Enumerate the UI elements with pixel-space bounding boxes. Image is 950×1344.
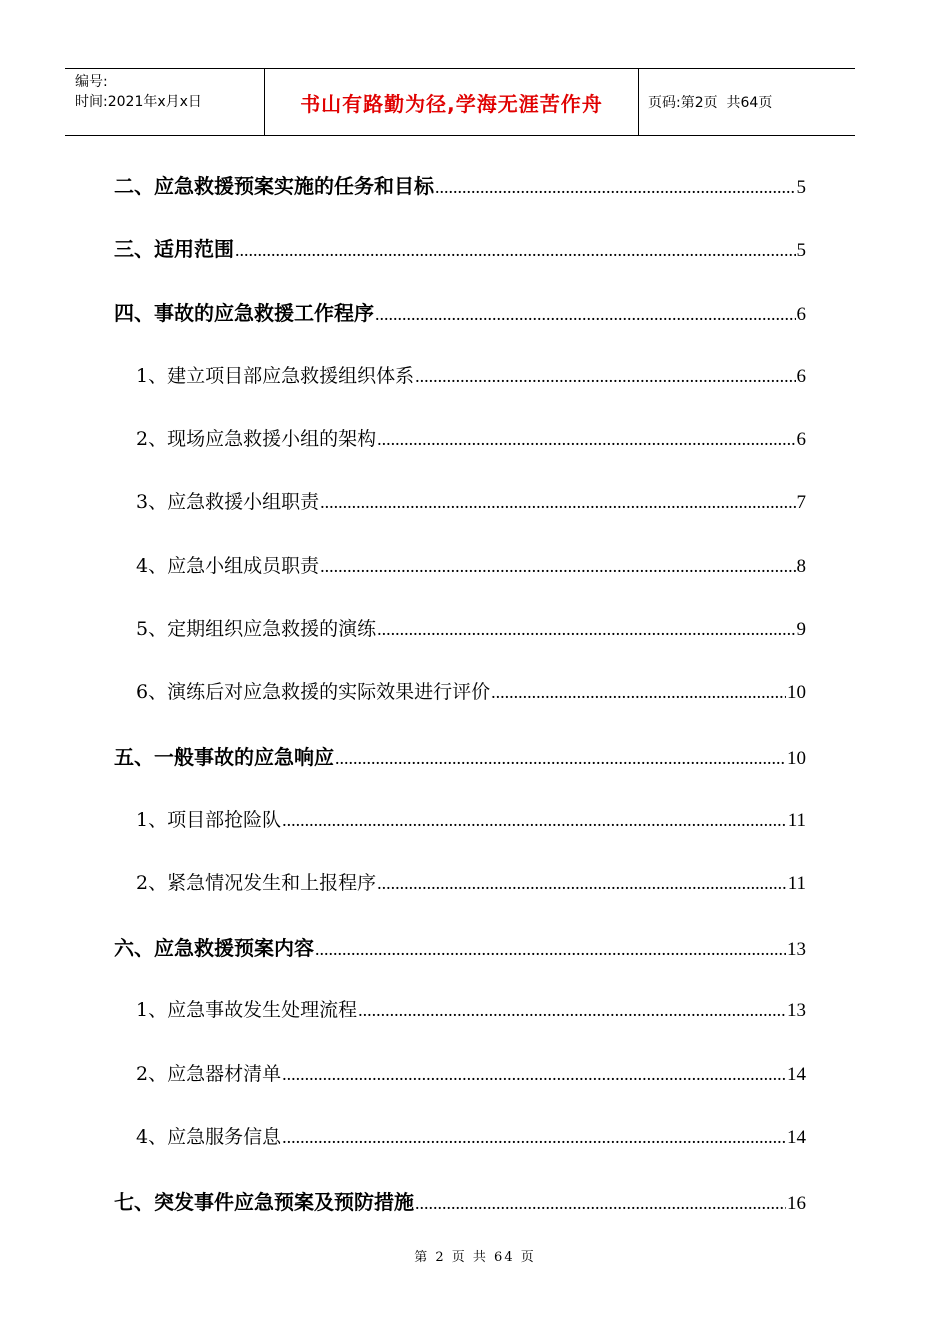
toc-entry-title: 1、项目部抢险队 [136,809,282,831]
header-time-label: 时间:2021年x月x日 [75,94,202,110]
toc-entry-page: 5 [796,240,806,261]
toc-entry-page: 8 [796,556,806,577]
header-page-info [639,69,855,135]
toc-entry[interactable] [136,805,806,835]
toc-entry[interactable] [136,677,806,707]
toc-leader-dots [320,556,795,577]
toc-entry-title: 4、应急小组成员职责 [136,555,320,577]
toc-leader-dots [282,1064,786,1085]
toc-entry-title: 六、应急救援预案内容 [114,936,314,960]
toc-entry-title: 1、应急事故发生处理流程 [136,999,358,1021]
toc-entry[interactable] [114,741,806,771]
toc-entry-page: 14 [787,1127,806,1148]
toc-entry-title: 3、应急救援小组职责 [136,491,320,513]
toc-leader-dots [377,429,795,450]
toc-entry[interactable] [136,361,806,391]
toc-entry-title: 二、应急救援预案实施的任务和目标 [114,174,434,198]
toc-entry[interactable] [114,170,806,200]
toc-leader-dots [282,810,787,831]
toc-leader-dots [358,1000,786,1021]
toc-leader-dots [235,240,796,261]
toc-entry[interactable] [114,233,806,263]
toc-leader-dots [320,492,795,513]
page-footer: 第 2 页 共 64 页 [414,1250,536,1265]
toc-entry-title: 2、应急器材清单 [136,1063,282,1085]
toc-leader-dots [282,1127,786,1148]
toc-entry-page: 11 [787,873,806,894]
toc-entry[interactable] [136,424,806,454]
toc-entry-page: 9 [796,619,806,640]
toc-entry-page: 6 [796,366,806,387]
toc-entry-page: 11 [787,810,806,831]
header-meta [65,69,265,135]
toc-entry-page: 13 [787,939,806,960]
toc-entry-page: 6 [796,429,806,450]
toc-entry-title: 四、事故的应急救援工作程序 [114,301,374,325]
toc-leader-dots [377,873,787,894]
toc-entry-title: 6、演练后对应急救援的实际效果进行评价 [136,681,491,703]
toc-entry-title: 五、一般事故的应急响应 [114,745,334,769]
toc-entry[interactable] [136,551,806,581]
page-header [65,68,855,136]
toc-entry-title: 2、现场应急救援小组的架构 [136,428,377,450]
toc-entry-title: 1、建立项目部应急救援组织体系 [136,365,415,387]
toc-entry-title: 三、适用范围 [114,237,234,261]
toc-leader-dots [315,939,786,960]
toc-entry[interactable] [136,868,806,898]
toc-entry-title: 七、突发事件应急预案及预防措施 [114,1190,414,1214]
toc-entry-title: 5、定期组织应急救援的演练 [136,618,377,640]
toc-entry[interactable] [136,1122,806,1152]
toc-entry-page: 14 [787,1064,806,1085]
toc-entry-page: 6 [796,304,806,325]
toc-entry[interactable] [136,1059,806,1089]
toc-entry-page: 7 [796,492,806,513]
header-number-label: 编号: [75,74,108,90]
toc-entry-title: 2、紧急情况发生和上报程序 [136,872,377,894]
toc-entry[interactable] [114,297,806,327]
toc-leader-dots [335,748,786,769]
toc-leader-dots [377,619,795,640]
header-motto: 书山有路勤为径,学海无涯苦作舟 [265,69,639,135]
toc-entry[interactable] [136,487,806,517]
toc-leader-dots [415,366,795,387]
toc-entry[interactable] [114,1186,806,1216]
toc-leader-dots [375,304,796,325]
toc-entry[interactable] [136,995,806,1025]
toc-entry-page: 16 [787,1193,806,1214]
toc-entry-page: 5 [796,177,806,198]
header-page-info-text: 页码:第2页 共64页 [648,95,773,111]
toc-entry[interactable] [136,614,806,644]
toc-leader-dots [415,1193,786,1214]
toc-entry-page: 10 [787,748,806,769]
toc-entry-title: 4、应急服务信息 [136,1126,282,1148]
toc-leader-dots [491,682,786,703]
toc-leader-dots [435,177,796,198]
toc-entry[interactable] [114,932,806,962]
toc-entry-page: 13 [787,1000,806,1021]
toc-entry-page: 10 [787,682,806,703]
